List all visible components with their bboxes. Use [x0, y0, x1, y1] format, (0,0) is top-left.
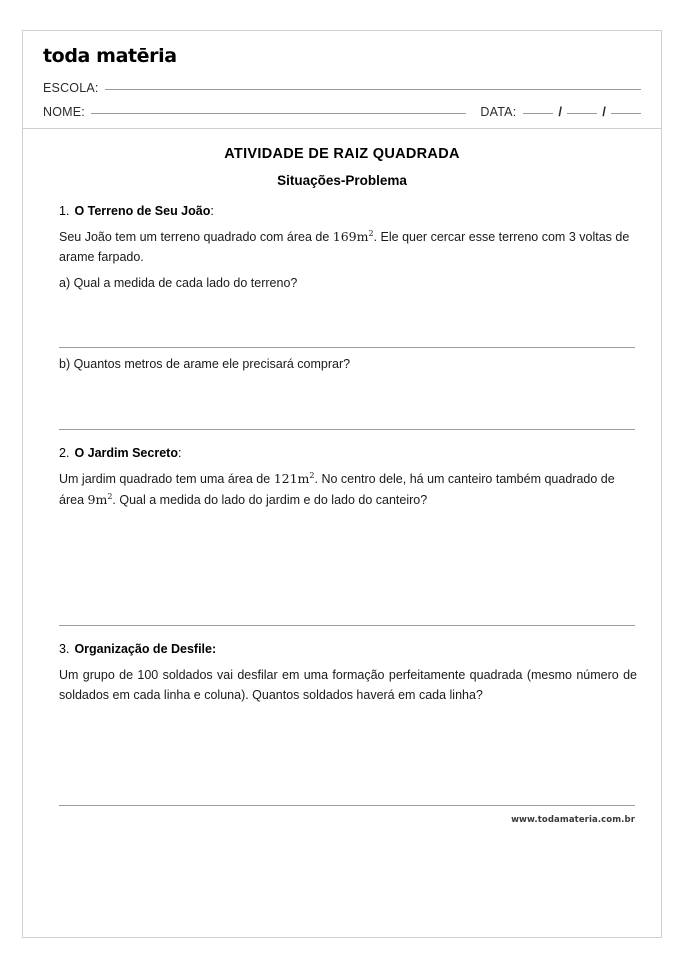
- exercise-2-text-part1: Um jardim quadrado tem uma área de: [59, 472, 274, 487]
- exercise-1b-answer-rule: [59, 429, 635, 430]
- footer-website-url[interactable]: www.todamateria.com.br: [511, 815, 635, 826]
- exercise-2-garden-area: $121m^2$: [273, 471, 315, 487]
- exercise-1-statement: [59, 227, 637, 268]
- exercise-1-colon: :: [210, 203, 214, 218]
- worksheet-page: [22, 30, 662, 938]
- exercise-3-heading: [59, 642, 637, 656]
- exercise-3-answer-rule: [59, 805, 635, 806]
- exercise-3-number: 3.: [59, 641, 70, 656]
- exercise-1-name: O Terreno de Seu João: [74, 203, 211, 218]
- data-field-group: [480, 104, 641, 119]
- exercise-1a-answer-space[interactable]: [47, 290, 637, 347]
- exercise-3-statement: Um grupo de 100 soldados vai desfilar em uma formação perfeitamente quadrada (mesmo número de soldados em cada linha e coluna). Quantos soldados haverá em cada linha?: [59, 667, 637, 703]
- nome-label: NOME:: [43, 104, 85, 119]
- header-divider: [23, 128, 661, 129]
- exercise-2-heading: [59, 446, 637, 460]
- exercise-3-name: Organização de Desfile:: [74, 641, 217, 656]
- exercise-1-number: 1.: [59, 203, 70, 218]
- brand-logo: toda matēria: [43, 45, 177, 67]
- exercise-2-answer-space[interactable]: [47, 510, 637, 625]
- exercise-1a-question: a) Qual a medida de cada lado do terreno?: [59, 276, 298, 291]
- escola-input-line[interactable]: [105, 89, 641, 90]
- exercise-1b-question: b) Quantos metros de arame ele precisará comprar?: [59, 357, 351, 372]
- escola-field-row: [43, 81, 641, 95]
- exercise-1-text-part1: Seu João tem um terreno quadrado com área de: [59, 229, 333, 244]
- date-separator-1: /: [558, 103, 563, 119]
- page-header: [23, 31, 661, 119]
- exercise-1-heading: [59, 204, 637, 218]
- exercise-3-answer-space[interactable]: [47, 705, 637, 805]
- nome-input-line[interactable]: [91, 113, 466, 114]
- worksheet-content: [23, 146, 661, 826]
- nome-field-row: [43, 104, 641, 119]
- exercise-2-statement: [59, 469, 637, 510]
- page-subtitle: Situações-Problema: [277, 172, 407, 188]
- exercise-2-text-part3: . Qual a medida do lado do jardim e do lado do canteiro?: [112, 492, 428, 507]
- exercise-2-number: 2.: [59, 446, 70, 461]
- exercise-2-colon: :: [177, 446, 182, 461]
- exercise-1-area-value: $169m^2$: [332, 228, 374, 244]
- exercise-2-answer-rule: [59, 625, 635, 626]
- date-year-input[interactable]: [611, 113, 641, 114]
- exercise-1b-answer-space[interactable]: [47, 371, 637, 429]
- exercise-1a-answer-rule: [59, 347, 635, 348]
- exercise-2-bed-area: $9m^2$: [87, 491, 113, 507]
- exercise-2-text-part2: . No centro dele, há um canteiro também quadrado de área: [59, 472, 615, 507]
- date-month-input[interactable]: [567, 113, 597, 114]
- exercise-1-text-part2: . Ele quer cercar esse terreno com 3 voltas de arame farpado.: [59, 229, 630, 265]
- escola-label: ESCOLA:: [43, 80, 99, 95]
- exercise-2-name: O Jardim Secreto: [74, 446, 178, 461]
- page-title: ATIVIDADE DE RAIZ QUADRADA: [224, 145, 460, 162]
- date-separator-2: /: [602, 103, 606, 119]
- data-label: DATA:: [480, 104, 517, 119]
- date-day-input[interactable]: [523, 113, 553, 114]
